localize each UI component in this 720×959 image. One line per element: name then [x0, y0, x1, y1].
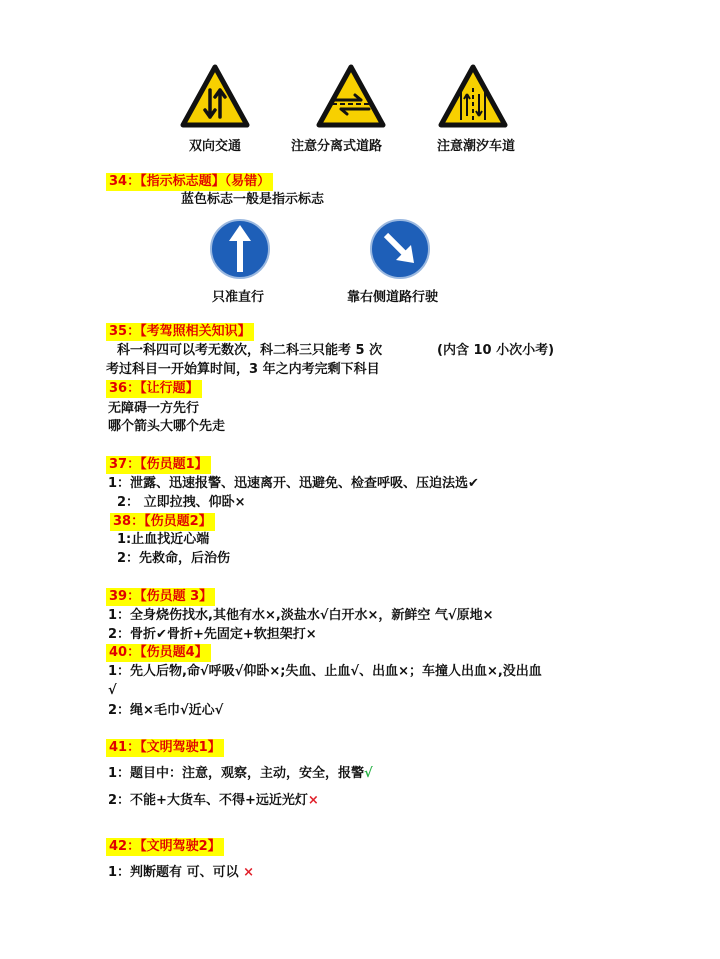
section-37-heading: 37：【伤员题1】 [106, 456, 211, 474]
section-38-line1: 1:止血找近心端 [117, 532, 210, 547]
section-40-heading: 40：【伤员题4】 [106, 644, 211, 662]
section-38-line2: 2：先救命，后治伤 [117, 551, 231, 566]
sign-keep-right [369, 218, 431, 280]
section-36-line2: 哪个箭头大哪个先走 [108, 419, 226, 434]
warning-sign-divided [316, 64, 386, 128]
cross-mark-icon: × [307, 793, 319, 808]
cross-mark-icon: × [243, 865, 255, 880]
section-36-heading: 36：【让行题】 [106, 380, 202, 398]
section-42-line1 [108, 864, 254, 882]
section-40-line1: 1：先人后物,命√呼吸√仰卧×;失血、止血√、出血×；车撞人出血×,没出血 [108, 664, 542, 679]
section-35-line2: 考过科目一开始算时间，3 年之内考完剩下科目 [106, 362, 380, 377]
check-mark-icon: √ [364, 766, 373, 781]
section-37-line1: 1：泄露、迅速报警、迅速离开、迅避免、检查呼吸、压迫法选✔ [108, 476, 479, 491]
section-35-heading: 35：【考驾照相关知识】 [106, 323, 254, 341]
section-34-note: 蓝色标志一般是指示标志 [181, 192, 325, 207]
section-42-line1-text: 1：判断题有 可、可以 [108, 865, 239, 880]
section-39-heading: 39：【伤员题 3】 [106, 588, 215, 606]
section-41-heading: 41：【文明驾驶1】 [106, 739, 224, 757]
section-39-line2: 2：骨折✔骨折+先固定+软担架打× [108, 627, 317, 642]
section-35-line1: 科一科四可以考无数次，科二科三只能考 5 次 [117, 343, 383, 358]
section-36-line1: 无障碍一方先行 [108, 401, 200, 416]
two-way-traffic-icon [180, 64, 250, 128]
section-41-line2 [108, 792, 319, 810]
section-39-line1: 1：全身烧伤找水,其他有水×,淡盐水√白开水×，新鲜空 气√原地× [108, 608, 494, 623]
section-34-heading: 34：【指示标志题】（易错） [106, 173, 273, 191]
divided-road-icon [316, 64, 386, 128]
section-37-line2: 2： 立即拉拽、仰卧× [117, 495, 246, 510]
keep-right-icon [369, 218, 431, 280]
section-41-line1-text: 1：题目中：注意，观察，主动，安全，报警 [108, 766, 365, 781]
tidal-lane-icon [438, 64, 508, 128]
straight-only-icon [209, 218, 271, 280]
sign-label: 靠右侧道路行驶 [347, 290, 439, 305]
section-41-line2-text: 2：不能+大货车、不得+远近光灯 [108, 793, 308, 808]
section-38-heading: 38：【伤员题2】 [110, 513, 215, 531]
section-42-heading: 42：【文明驾驶2】 [106, 838, 224, 856]
warning-sign-label: 注意潮汐车道 [437, 139, 516, 154]
sign-label: 只准直行 [212, 290, 265, 305]
warning-sign-two-way [180, 64, 250, 128]
section-41-line1 [108, 765, 373, 783]
section-40-line1-cont: √ [108, 683, 117, 698]
section-40-line2: 2：绳×毛巾√近心√ [108, 703, 224, 718]
warning-sign-tidal [438, 64, 508, 128]
sign-straight-only [209, 218, 271, 280]
section-35-line1-note: (内含 10 小次小考) [437, 343, 555, 358]
warning-sign-label: 双向交通 [189, 139, 242, 154]
warning-sign-label: 注意分离式道路 [291, 139, 383, 154]
